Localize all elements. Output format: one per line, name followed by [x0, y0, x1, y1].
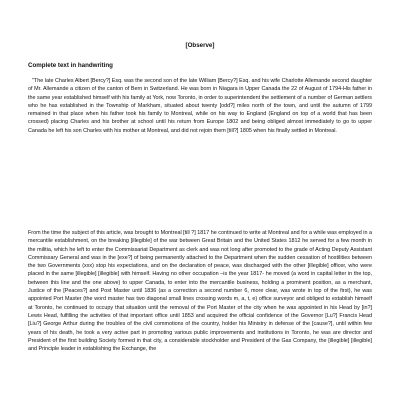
paragraph-1: "The late Charles Albert [Bercy?] Esq. was the second son of the late William [Bercy?] Esq. and his wife Charlotte Allemande second daughter of Mr. Allemande a citizen of the canton of Bern in Switzerland. He was born in Niagara in Upper Canada the 22 of August of 1794-His father in the same year established himself with his family at York, now Toronto, in order to superintendent the settlement of a number of German settlers who he has established in the Township of Markham, situated about twenty [odd?] miles north of the town, and until the autumn of 1799 remained in that place when his father took his family to Montreal, while on his way to England (England on top of a world that has been crossed) placing Charles and his brother at school until his return from Europe 1802 and being obliged almost immediately to go to upper Canada he left his son Charles with his mother at Montreal, and did not rejoin them [till?] 1805 when his finally settled in Montreal.	[28, 78, 372, 134]
document-heading: [Observe]	[185, 42, 215, 49]
document-subheading: Complete text in handwriting	[28, 62, 113, 69]
paragraph-2: From the time the subject of this article, was brought to Montreal [till ?] 1817 he continued to write at Montreal and for a while was employed in a mercantile establishment, on the breaking [illegible] of the war between Great Britain and the United States 1812 he served for a few month in the militia, which he left to enter the Commissariat Department as clerk and was not long after promoted to the grade of Acting Deputy Assistant Commissary General and was in the [exe?] of being permanently attached to the Department when the sudden cessation of hostilities between the two Governments (xxx) stop his expectations, and on the declaration of peace, was discharged with the other [illegible] officer, who were placed in the same [illegible] [illegible] with himself. Having no other occupation –is the year 1817- he moved (a word in capital letter in the top, between this line and the one above) to upper Canada, to enter into the mercantile business, holding a prominent position, as a merchant, Justice of the [Peaces?] and Post Master until 1836 (as a correction a second number 6, more clear, was wrote in top of the first), he was appointed Port Master (the word master has two diagonal small lines crossing words m, a, t, e) office surveyor and obliged to establish himself at Toronto, he continued to occupy that situation until the removal of the Port Master of the city when he was appointed in his Head by [in?] Lewis Head, fulfilling the activities of that important office until 1853 and acquired the official confidence of the Governor [Lu?] Francis Head [Liu?] George Arthur during the troubles of the civil commotions of the country, holder his Ministry in defense of the [cause?], until within few years of his death, he took a very active part in promoting various public improvements and institutions in Toronto, he was are director and President of the first building Society formed in that city, a considerable stockholder and President of the Gas Company, the [illegible] [illegible] and Principle leader in establishing the Exchange, the	[28, 230, 372, 353]
